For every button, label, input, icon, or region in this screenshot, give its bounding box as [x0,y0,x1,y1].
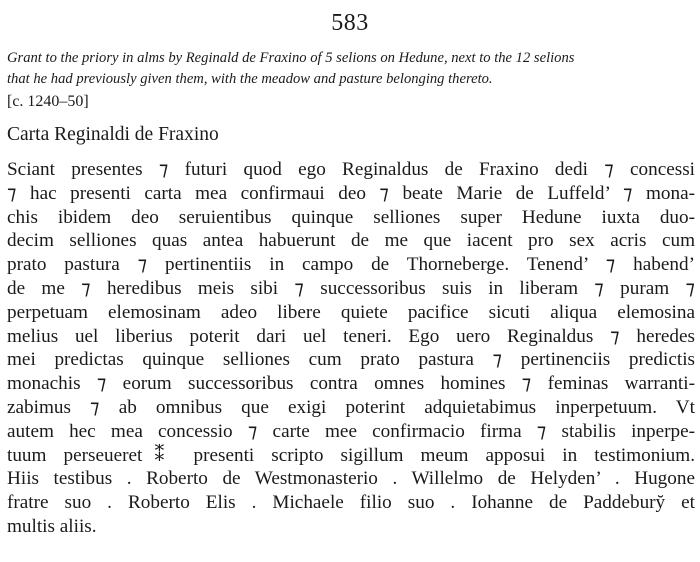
document-number: 583 [331,10,369,36]
text-line: zabimus ⁊ ab omnibus que exigi poterint adquietabimus inperpetuum. Vt [7,396,695,418]
text-line: decim selliones quas antea habuerunt de me que iacent pro sex acris cum [7,230,695,252]
text-line: prato pastura ⁊ pertinentiis in campo de Thorneberge. Tenend’ ⁊ habend’ [7,254,695,276]
text-line: de me ⁊ heredibus meis sibi ⁊ successoribus suis in liberam ⁊ puram ⁊ [7,277,695,299]
summary-heading [7,48,697,90]
text-line: autem hec mea concessio ⁊ carte mee confirmacio firma ⁊ stabilis inperpe- [7,420,695,442]
document-date: [c. 1240–50] [7,93,89,110]
text-line: melius uel liberius poterit dari uel teneri. Ego uero Reginaldus ⁊ heredes [7,325,695,347]
text-line: perpetuam elemosinam adeo libere quiete pacifice sicuti aliqua elemosina [7,301,695,323]
text-line: mei predictas quinque selliones cum prato pastura ⁊ pertinenciis predictis [7,349,695,371]
charter-text [7,158,695,539]
summary-line: Grant to the priory in alms by Reginald de Fraxino of 5 selions on Hedune, next to the 12 selions [7,50,575,66]
text-line: ⁊ hac presenti carta mea confirmaui deo ⁊ beate Marie de Luffeld’ ⁊ mona- [7,182,695,204]
text-line: monachis ⁊ eorum successoribus contra omnes homines ⁊ feminas warranti- [7,373,695,395]
text-line: Hiis testibus . Roberto de Westmonasterio . Willelmo de Helyden’ . Hugone [7,468,695,490]
text-line: fratre suo . Roberto Elis . Michaele filio suo . Iohanne de Paddebury̆ et [7,492,695,514]
text-line: tuum perseueret⁑ presenti scripto sigillum meum apposui in testimonium. [7,444,695,466]
text-line: multis aliis. [7,515,97,537]
text-line: chis ibidem deo seruientibus quinque selliones super Hedune iuxta duo- [7,206,695,228]
summary-line: that he had previously given them, with the meadow and pasture belonging thereto. [7,71,493,87]
document-title: Carta Reginaldi de Fraxino [7,124,219,145]
text-line: Sciant presentes ⁊ futuri quod ego Reginaldus de Fraxino dedi ⁊ concessi [7,159,695,180]
